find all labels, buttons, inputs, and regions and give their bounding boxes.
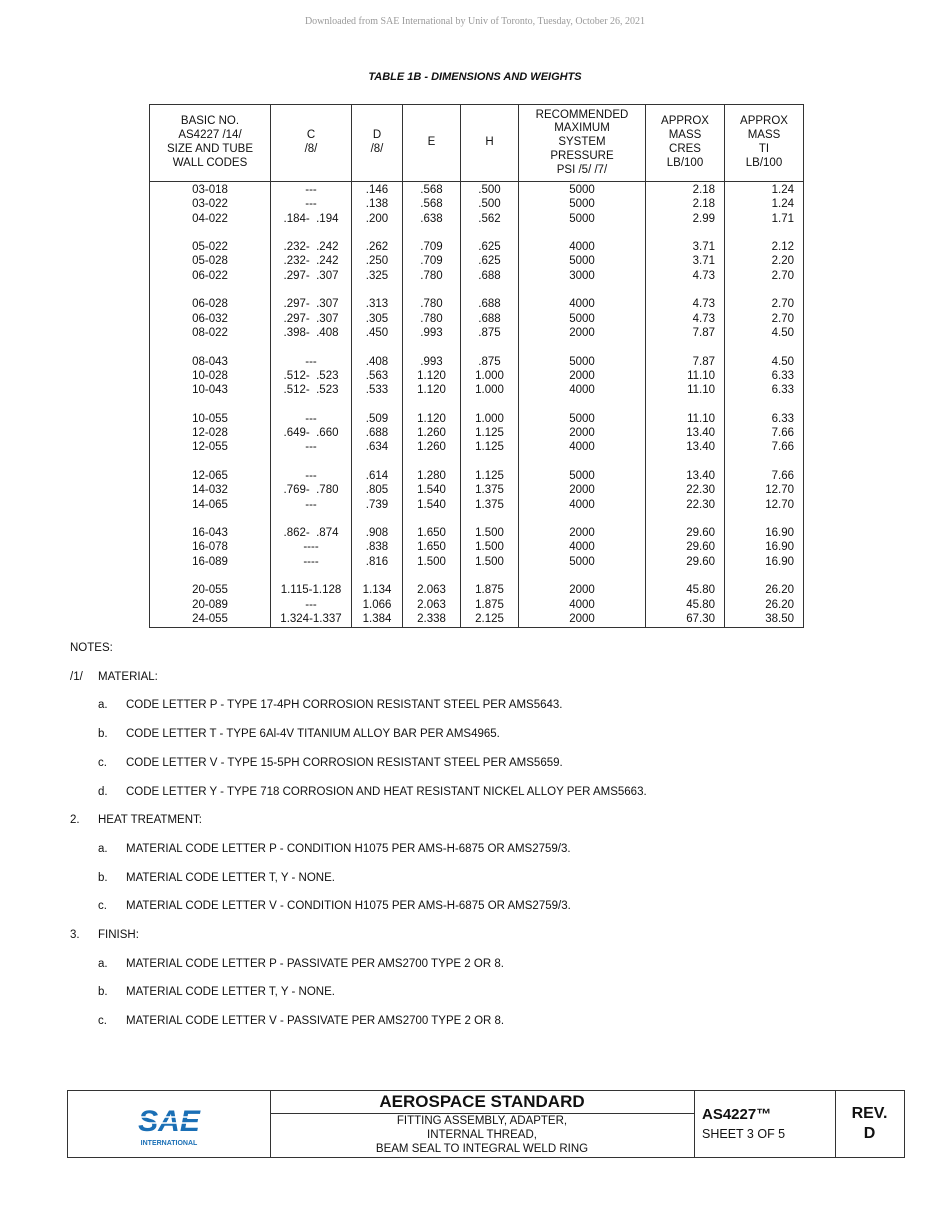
cell-mass-cres: 13.40: [646, 440, 725, 454]
cell-basic-no: 08-043: [150, 340, 271, 369]
cell-mass-ti: 4.50: [725, 326, 804, 340]
cell-h: 1.875: [461, 598, 519, 612]
table-row: [150, 369, 804, 383]
cell-mass-cres: 7.87: [646, 326, 725, 340]
cell-e: 1.260: [403, 426, 461, 440]
note-subitem-label: a.: [98, 842, 108, 855]
header-e: [403, 105, 461, 182]
cell-pressure: 5000: [519, 397, 646, 426]
note-subitem-text: CODE LETTER T - TYPE 6Al-4V TITANIUM ALLOY BAR PER AMS4965.: [126, 728, 500, 741]
cell-mass-cres: 13.40: [646, 426, 725, 440]
cell-e: 1.280: [403, 455, 461, 484]
cell-mass-ti: 1.71: [725, 212, 804, 226]
cell-pressure: 4000: [519, 440, 646, 454]
cell-h: 1.375: [461, 498, 519, 512]
cell-pressure: 5000: [519, 197, 646, 211]
notes-heading-text: NOTES:: [70, 642, 113, 654]
table-row: [150, 483, 804, 497]
cell-d: 1.134: [352, 569, 403, 598]
cell-d: .138: [352, 197, 403, 211]
cell-basic-no: 12-028: [150, 426, 271, 440]
cell-mass-cres: 29.60: [646, 555, 725, 569]
cell-mass-ti: 6.33: [725, 397, 804, 426]
cell-d: .509: [352, 397, 403, 426]
table-body: [150, 182, 804, 628]
cell-e: .780: [403, 269, 461, 283]
header-line: /8/: [370, 143, 384, 155]
cell-pressure: 2000: [519, 369, 646, 383]
cell-e: .993: [403, 340, 461, 369]
cell-d: .838: [352, 540, 403, 554]
cell-mass-ti: 7.66: [725, 455, 804, 484]
cell-mass-ti: 7.66: [725, 440, 804, 454]
header-line: BASIC NO.: [180, 115, 240, 128]
header-line: WALL CODES: [172, 156, 248, 169]
cell-h: .625: [461, 226, 519, 255]
note-item-label: 2.: [70, 814, 80, 827]
cell-c: ---: [271, 440, 352, 454]
cell-pressure: 2000: [519, 326, 646, 340]
cell-mass-ti: 12.70: [725, 483, 804, 497]
cell-d: .816: [352, 555, 403, 569]
cell-pressure: 4000: [519, 540, 646, 554]
cell-c: .862- .874: [271, 512, 352, 541]
cell-mass-cres: 11.10: [646, 397, 725, 426]
cell-d: .634: [352, 440, 403, 454]
cell-pressure: 4000: [519, 598, 646, 612]
cell-d: .200: [352, 212, 403, 226]
cell-d: .533: [352, 383, 403, 397]
table-row: [150, 182, 804, 198]
header-line: APPROX: [740, 115, 788, 128]
cell-c: ---: [271, 197, 352, 211]
header-line: APPROX: [661, 115, 709, 128]
description-line: FITTING ASSEMBLY, ADAPTER,: [396, 1115, 568, 1127]
cell-h: .500: [461, 182, 519, 198]
note-subitem-text: MATERIAL CODE LETTER T, Y - NONE.: [126, 871, 335, 884]
table-row: [150, 254, 804, 268]
cell-mass-cres: 2.99: [646, 212, 725, 226]
cell-mass-ti: 7.66: [725, 426, 804, 440]
table-row: [150, 598, 804, 612]
cell-e: .568: [403, 197, 461, 211]
table-row: [150, 540, 804, 554]
cell-pressure: 5000: [519, 212, 646, 226]
cell-d: .688: [352, 426, 403, 440]
cell-mass-ti: 2.20: [725, 254, 804, 268]
note-subitem-text: MATERIAL CODE LETTER P - CONDITION H1075 PER AMS-H-6875 OR AMS2759/3.: [126, 842, 571, 855]
cell-basic-no: 06-022: [150, 269, 271, 283]
cell-basic-no: 20-089: [150, 598, 271, 612]
cell-mass-ti: 2.70: [725, 312, 804, 326]
cell-basic-no: 12-055: [150, 440, 271, 454]
header-line: SIZE AND TUBE: [166, 143, 254, 155]
note-subitem-label: b.: [98, 728, 108, 741]
note-subitem-label: c.: [98, 900, 107, 913]
header-line: LB/100: [666, 156, 704, 169]
cell-pressure: 5000: [519, 555, 646, 569]
cell-d: .250: [352, 254, 403, 268]
header-pressure: [519, 105, 646, 182]
cell-c: .297- .307: [271, 283, 352, 312]
cell-mass-ti: 38.50: [725, 612, 804, 628]
cell-e: .568: [403, 182, 461, 198]
note-item-text: HEAT TREATMENT:: [98, 814, 202, 827]
cell-mass-cres: 22.30: [646, 498, 725, 512]
cell-e: 1.120: [403, 383, 461, 397]
note-subitem-text: MATERIAL CODE LETTER P - PASSIVATE PER AMS2700 TYPE 2 OR 8.: [126, 957, 504, 970]
cell-mass-cres: 2.18: [646, 197, 725, 211]
cell-basic-no: 10-043: [150, 383, 271, 397]
cell-h: 1.875: [461, 569, 519, 598]
cell-pressure: 2000: [519, 426, 646, 440]
cell-h: 1.125: [461, 455, 519, 484]
cell-c: .232- .242: [271, 254, 352, 268]
table-row: [150, 498, 804, 512]
cell-pressure: 4000: [519, 383, 646, 397]
cell-basic-no: 16-043: [150, 512, 271, 541]
cell-basic-no: 04-022: [150, 212, 271, 226]
cell-mass-ti: 4.50: [725, 340, 804, 369]
cell-pressure: 5000: [519, 340, 646, 369]
cell-mass-ti: 16.90: [725, 540, 804, 554]
cell-c: 1.115-1.128: [271, 569, 352, 598]
cell-h: 1.500: [461, 540, 519, 554]
header-line: E: [427, 136, 436, 149]
cell-d: .408: [352, 340, 403, 369]
note-subitem-text: MATERIAL CODE LETTER V - CONDITION H1075 PER AMS-H-6875 OR AMS2759/3.: [126, 900, 571, 913]
sheet-number: SHEET 3 OF 5: [702, 1127, 786, 1141]
cell-h: 1.000: [461, 383, 519, 397]
cell-h: 1.500: [461, 555, 519, 569]
header-h: [461, 105, 519, 182]
header-line: LB/100: [745, 156, 783, 169]
cell-mass-cres: 4.73: [646, 269, 725, 283]
notes-heading: [70, 641, 113, 655]
cell-h: 1.000: [461, 369, 519, 383]
cell-c: .184- .194: [271, 212, 352, 226]
cell-mass-cres: 29.60: [646, 540, 725, 554]
cell-c: ---: [271, 182, 352, 198]
cell-h: .688: [461, 283, 519, 312]
header-line: PRESSURE: [550, 149, 614, 162]
cell-basic-no: 08-022: [150, 326, 271, 340]
cell-e: .780: [403, 283, 461, 312]
title-block: [67, 1090, 905, 1158]
cell-e: .780: [403, 312, 461, 326]
cell-mass-cres: 4.73: [646, 312, 725, 326]
header-basic-no: [150, 105, 271, 182]
note-item-text: FINISH:: [98, 929, 139, 941]
cell-basic-no: 14-032: [150, 483, 271, 497]
cell-basic-no: 24-055: [150, 612, 271, 628]
cell-e: 1.540: [403, 498, 461, 512]
revision-value: D: [863, 1125, 876, 1142]
note-subitem-label: a.: [98, 957, 108, 970]
cell-e: 1.120: [403, 369, 461, 383]
cell-mass-ti: 1.24: [725, 182, 804, 198]
revision-cell: [835, 1091, 904, 1157]
cell-mass-ti: 16.90: [725, 512, 804, 541]
cell-mass-ti: 12.70: [725, 498, 804, 512]
cell-mass-cres: 29.60: [646, 512, 725, 541]
cell-e: .709: [403, 226, 461, 255]
cell-mass-cres: 22.30: [646, 483, 725, 497]
cell-mass-cres: 2.18: [646, 182, 725, 198]
note-subitem-label: d.: [98, 785, 108, 798]
cell-d: 1.066: [352, 598, 403, 612]
header-line: SYSTEM: [558, 136, 606, 149]
cell-mass-cres: 11.10: [646, 383, 725, 397]
sae-logo-letters: SAE: [138, 1105, 200, 1138]
note-subitem-text: MATERIAL CODE LETTER V - PASSIVATE PER AMS2700 TYPE 2 OR 8.: [126, 1015, 505, 1028]
cell-h: 1.125: [461, 440, 519, 454]
header-line: MASS: [668, 129, 702, 142]
table-row: [150, 212, 804, 226]
table-row: [150, 326, 804, 340]
cell-d: .563: [352, 369, 403, 383]
table-row: [150, 383, 804, 397]
cell-pressure: 4000: [519, 283, 646, 312]
header-line: H: [485, 136, 494, 149]
note-subitem-text: MATERIAL CODE LETTER T, Y - NONE.: [126, 986, 335, 999]
cell-d: 1.384: [352, 612, 403, 628]
note-subitem-label: b.: [98, 986, 108, 999]
cell-basic-no: 05-022: [150, 226, 271, 255]
cell-h: 2.125: [461, 612, 519, 628]
cell-h: 1.000: [461, 397, 519, 426]
cell-c: 1.324-1.337: [271, 612, 352, 628]
cell-basic-no: 06-028: [150, 283, 271, 312]
table-row: [150, 569, 804, 598]
title-cell: [270, 1091, 695, 1157]
header-line: TI: [758, 143, 770, 155]
sae-logo-cell: [68, 1091, 271, 1157]
cell-d: .908: [352, 512, 403, 541]
cell-mass-ti: 2.70: [725, 269, 804, 283]
note-item-label: 3.: [70, 929, 80, 941]
header-line: CRES: [669, 143, 701, 155]
cell-basic-no: 05-028: [150, 254, 271, 268]
cell-h: 1.125: [461, 426, 519, 440]
cell-c: ---: [271, 340, 352, 369]
cell-c: .512- .523: [271, 369, 352, 383]
note-subitem-label: c.: [98, 756, 107, 769]
cell-e: 1.650: [403, 540, 461, 554]
cell-mass-cres: 45.80: [646, 569, 725, 598]
cell-c: .232- .242: [271, 226, 352, 255]
note-subitem-text: CODE LETTER V - TYPE 15-5PH CORROSION RESISTANT STEEL PER AMS5659.: [126, 756, 563, 769]
cell-e: 1.260: [403, 440, 461, 454]
cell-e: 1.540: [403, 483, 461, 497]
cell-d: .614: [352, 455, 403, 484]
cell-c: .297- .307: [271, 269, 352, 283]
cell-pressure: 2000: [519, 512, 646, 541]
sae-logo-subtitle: INTERNATIONAL: [140, 1140, 198, 1147]
cell-mass-cres: 13.40: [646, 455, 725, 484]
cell-c: .398- .408: [271, 326, 352, 340]
table-row: [150, 340, 804, 369]
cell-c: ----: [271, 540, 352, 554]
cell-mass-cres: 7.87: [646, 340, 725, 369]
cell-d: .325: [352, 269, 403, 283]
cell-mass-ti: 26.20: [725, 598, 804, 612]
cell-basic-no: 10-028: [150, 369, 271, 383]
cell-basic-no: 10-055: [150, 397, 271, 426]
cell-c: ---: [271, 498, 352, 512]
standard-heading: AEROSPACE STANDARD: [270, 1091, 694, 1114]
table-row: [150, 312, 804, 326]
table-row: [150, 269, 804, 283]
cell-mass-cres: 67.30: [646, 612, 725, 628]
table-row: [150, 455, 804, 484]
cell-d: .262: [352, 226, 403, 255]
cell-e: 1.650: [403, 512, 461, 541]
cell-pressure: 2000: [519, 612, 646, 628]
cell-d: .739: [352, 498, 403, 512]
cell-pressure: 5000: [519, 455, 646, 484]
table-row: [150, 283, 804, 312]
cell-mass-ti: 2.70: [725, 283, 804, 312]
cell-basic-no: 03-022: [150, 197, 271, 211]
cell-mass-ti: 16.90: [725, 555, 804, 569]
cell-basic-no: 16-078: [150, 540, 271, 554]
download-watermark: Downloaded from SAE International by Univ of Toronto, Tuesday, October 26, 2021: [304, 16, 646, 27]
cell-e: .709: [403, 254, 461, 268]
cell-c: ---: [271, 598, 352, 612]
cell-mass-cres: 4.73: [646, 283, 725, 312]
cell-pressure: 3000: [519, 269, 646, 283]
header-line: MASS: [747, 129, 781, 142]
cell-pressure: 5000: [519, 254, 646, 268]
table-title: TABLE 1B - DIMENSIONS AND WEIGHTS: [368, 71, 582, 83]
cell-d: .805: [352, 483, 403, 497]
note-subitem-text: CODE LETTER Y - TYPE 718 CORROSION AND HEAT RESISTANT NICKEL ALLOY PER AMS5663.: [126, 785, 647, 798]
table-row: [150, 397, 804, 426]
header-c: [271, 105, 352, 182]
cell-c: ----: [271, 555, 352, 569]
cell-h: .688: [461, 312, 519, 326]
cell-c: .512- .523: [271, 383, 352, 397]
table-row: [150, 512, 804, 541]
header-line: /8/: [304, 143, 318, 155]
revision-label: REV.: [851, 1105, 888, 1122]
header-d: [352, 105, 403, 182]
note-subitem-label: b.: [98, 871, 108, 884]
header-line: D: [372, 129, 382, 142]
cell-basic-no: 16-089: [150, 555, 271, 569]
cell-d: .313: [352, 283, 403, 312]
cell-basic-no: 03-018: [150, 182, 271, 198]
note-subitem-label: c.: [98, 1015, 107, 1028]
header-line: AS4227 /14/: [178, 129, 242, 142]
cell-mass-cres: 3.71: [646, 226, 725, 255]
cell-d: .450: [352, 326, 403, 340]
cell-e: 1.500: [403, 555, 461, 569]
cell-mass-cres: 45.80: [646, 598, 725, 612]
table-row: [150, 226, 804, 255]
cell-c: ---: [271, 397, 352, 426]
table-row: [150, 440, 804, 454]
cell-e: 2.063: [403, 598, 461, 612]
description-line: BEAM SEAL TO INTEGRAL WELD RING: [375, 1143, 589, 1155]
cell-c: .649- .660: [271, 426, 352, 440]
table-row: [150, 555, 804, 569]
cell-h: 1.500: [461, 512, 519, 541]
cell-mass-ti: 1.24: [725, 197, 804, 211]
cell-mass-ti: 26.20: [725, 569, 804, 598]
cell-mass-cres: 3.71: [646, 254, 725, 268]
note-subitem-label: a.: [98, 699, 108, 712]
cell-e: 2.063: [403, 569, 461, 598]
cell-e: 2.338: [403, 612, 461, 628]
document-number-cell: [694, 1091, 836, 1157]
cell-mass-cres: 11.10: [646, 369, 725, 383]
cell-pressure: 5000: [519, 312, 646, 326]
cell-d: .305: [352, 312, 403, 326]
cell-h: .562: [461, 212, 519, 226]
table-header-row: [150, 105, 804, 182]
header-mass-ti: [725, 105, 804, 182]
note-item-text: MATERIAL:: [98, 670, 158, 683]
table-row: [150, 426, 804, 440]
cell-basic-no: 14-065: [150, 498, 271, 512]
cell-e: .993: [403, 326, 461, 340]
document-description: [270, 1114, 694, 1156]
cell-h: 1.375: [461, 483, 519, 497]
cell-pressure: 5000: [519, 182, 646, 198]
note-item-label: /1/: [70, 670, 83, 683]
cell-basic-no: 06-032: [150, 312, 271, 326]
cell-h: .875: [461, 340, 519, 369]
header-line: C: [306, 129, 316, 142]
cell-h: .625: [461, 254, 519, 268]
cell-h: .688: [461, 269, 519, 283]
header-line: RECOMMENDED: [535, 108, 629, 121]
cell-d: .146: [352, 182, 403, 198]
cell-h: .500: [461, 197, 519, 211]
cell-e: .638: [403, 212, 461, 226]
cell-c: .769- .780: [271, 483, 352, 497]
cell-pressure: 4000: [519, 226, 646, 255]
cell-mass-ti: 6.33: [725, 383, 804, 397]
cell-basic-no: 12-065: [150, 455, 271, 484]
header-line: MAXIMUM: [554, 122, 610, 135]
cell-basic-no: 20-055: [150, 569, 271, 598]
document-number: AS4227™: [702, 1106, 772, 1123]
header-mass-cres: [646, 105, 725, 182]
dimensions-table: [149, 104, 804, 628]
cell-c: .297- .307: [271, 312, 352, 326]
cell-mass-ti: 2.12: [725, 226, 804, 255]
cell-pressure: 4000: [519, 498, 646, 512]
sae-logo-icon: [68, 1091, 270, 1157]
description-line: INTERNAL THREAD,: [427, 1129, 537, 1141]
cell-c: ---: [271, 455, 352, 484]
header-line: PSI /5/ /7/: [556, 163, 608, 176]
cell-pressure: 2000: [519, 483, 646, 497]
table-row: [150, 612, 804, 628]
table-row: [150, 197, 804, 211]
cell-mass-ti: 6.33: [725, 369, 804, 383]
cell-h: .875: [461, 326, 519, 340]
cell-pressure: 2000: [519, 569, 646, 598]
note-subitem-text: CODE LETTER P - TYPE 17-4PH CORROSION RESISTANT STEEL PER AMS5643.: [126, 699, 563, 712]
cell-e: 1.120: [403, 397, 461, 426]
